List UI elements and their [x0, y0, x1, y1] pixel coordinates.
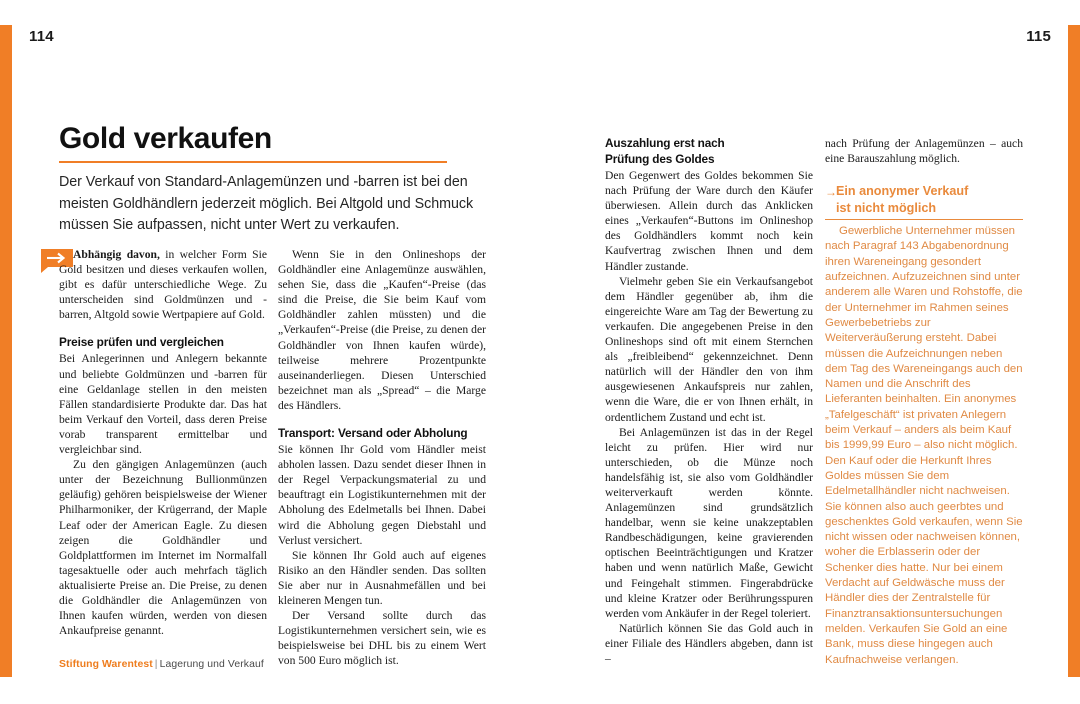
highlight-heading-text-2: ist nicht möglich: [836, 200, 937, 215]
title-block: [59, 122, 509, 237]
footer-running-head: [59, 659, 264, 670]
text-column-4: [825, 136, 1023, 668]
highlight-box-heading-line2: [825, 200, 1023, 217]
paragraph: Wenn Sie in den Onlineshops der Goldhändler eine Anlagemünze auswählen, sehen Sie, dass die „Kaufen“-Preise (das sind die Preise, die Sie beim Kauf vom Goldhändler zahlen müssten) und die „Verkaufen“-Preise (die Preise, zu denen der Goldhändler von Ihnen kaufen würde), teilweise mehrere Prozentpunkte auseinanderliegen. Diesen Unterschied bezeichnet man als „Spread“ – die Marge des Händlers.: [278, 248, 486, 412]
paragraph: nach Prüfung der Anlagemünzen – auch eine Barauszahlung möglich.: [825, 137, 1023, 166]
paragraph: Der Versand sollte durch das Logistikunternehmen versichert sein, wie es beispielsweise bei DHL bis zu einem Wert von 500 Euro möglich ist.: [278, 609, 486, 668]
arrow-right-icon: →: [825, 185, 837, 200]
paragraph: Sie können Ihr Gold auch auf eigenes Risiko an den Händler senden. Das sollten Sie aber nur in Ausnahmefällen und bei kleineren Mengen tun.: [278, 548, 486, 607]
paragraph: Vielmehr geben Sie ein Verkaufsangebot dem Händler gegenüber ab, ihm die eingereichte Ware am Tag der Bewertung zu verkaufen. Die angegebenen Preise in den Onlineshops sind oft mit einem Sternchen als „freibleibend“ gekennzeichnet. Denn natürlich will der Händler den von ihm ausgewiesenen Ankaufspreis nur zahlen, wenn die Ware, die er von Ihnen erhält, in ordentlichem Zustand und echt ist.: [605, 274, 813, 424]
paragraph: [59, 247, 267, 322]
page-number-right: 115: [1026, 28, 1051, 45]
highlight-heading-text-1: Ein anonymer Verkauf: [836, 184, 969, 199]
standfirst-text: Der Verkauf von Standard-Anlagemünzen und -barren ist bei den meisten Goldhändlern jederzeit möglich. Bei Altgold und Schmuck müssen Sie aufpassen, nicht unter Wert zu verkaufen.: [59, 174, 474, 233]
text-column-3: [605, 136, 813, 666]
text-column-2: [278, 247, 486, 668]
paragraph: Sie können Ihr Gold vom Händler meist abholen lassen. Dazu sendet dieser Ihnen in der Regel Verpackungsmaterial zu und beauftragt ein Logistikunternehmen mit der Abholung des Edelmetalls bei Ihnen. Dabei wird die Abholung gegen Diebstahl und Verlust versichert.: [278, 443, 486, 547]
left-edge-accent-bar: [0, 25, 12, 677]
subheading-auszahlung-line2: Prüfung des Goldes: [605, 152, 715, 166]
paragraph: Den Gegenwert des Goldes bekommen Sie nach Prüfung der Ware durch den Käufer überwiesen. Allein durch das Anklicken eines „Verkaufen“-Buttons im Onlineshop des Goldhändlers kommt noch kein Kaufvertrag zwischen Ihnen und dem Händler zustande.: [605, 169, 813, 273]
highlight-box-heading-line1: [825, 183, 1023, 200]
page-number-left: 114: [29, 28, 54, 45]
paragraph-text: in welcher Form Sie Gold besitzen und dieses verkaufen wollen, gibt es dafür unterschiedliche Wege. Zu unterscheiden sind Goldmünzen und -barren, Altgold sowie Wertpapiere auf Gold.: [59, 248, 267, 322]
footer-brand: Stiftung Warentest: [59, 659, 153, 670]
text-column-1: [59, 247, 267, 638]
title-underline-rule: [59, 161, 447, 163]
footer-separator: |: [154, 659, 158, 670]
paragraph: Natürlich können Sie das Gold auch in einer Filiale des Händlers abgeben, dann ist –: [605, 621, 813, 665]
paragraph: Bei Anlagemünzen ist das in der Regel leicht zu prüfen. Hier wird nur unterschieden, ob die Münze noch handelsfähig ist, sie also vom Goldhändler weiterverkauft werden könnte. Anlagemünzen sind grundsätzlich handelbar, wenn sie keine unakzeptablen Randbeschädigungen, keine gravierenden optischen Beeinträchtigungen und Kratzer haben und wenn natürlich Maße, Gewicht und Feingehalt stimmen. Fingerabdrücke und kleine Kratzer oder Berührungsspuren werden vom Ankäufer in der Regel toleriert.: [605, 425, 813, 620]
subheading-preise-pruefen: Preise prüfen und vergleichen: [59, 335, 224, 350]
subheading-auszahlung-line1: Auszahlung erst nach: [605, 136, 725, 150]
lead-in-phrase: Abhängig davon,: [73, 248, 160, 261]
page-title: Gold verkaufen: [59, 122, 272, 155]
footer-section: Lagerung und Verkauf: [159, 659, 264, 670]
highlight-box-rule: [825, 219, 1023, 220]
paragraph: Zu den gängigen Anlagemünzen (auch unter der Bezeichnung Bullionmünzen geläufig) gehören beispielsweise der Wiener Philharmoniker, der Krügerrand, der Maple Leaf oder der American Eagle. Zu diesen zeigen die Goldhändler und Goldplattformen im Internet im Normalfall tagesaktuelle oder auch mehrfach täglich aktualisierte Preise an. Die Preise, zu denen die Goldhändler die Anlagemünzen von Ihnen kaufen würden, werden von diesen Ankaufpreise genannt.: [59, 458, 267, 638]
right-edge-accent-bar: [1068, 25, 1080, 677]
paragraph: Bei Anlegerinnen und Anlegern bekannte und beliebte Goldmünzen und -barren für eine Geldanlage stellen in den meisten Fällen standardisierte Produkte dar. Das hat beim Verkauf den Vorteil, dass deren Preise vorab transparent ermittelbar und vergleichbar sind.: [59, 352, 267, 457]
highlight-box-body: Gewerbliche Unternehmer müssen nach Paragraf 143 Abgabenordnung ihren Wareneingang gesondert aufzeichnen. Aufzuzeichnen sind unter anderem alle Waren und Rohstoffe, die der Unternehmer im Rahmen seines Gewerbebetriebs zur Weiterveräußerung ersteht. Dabei müssen die Aufzeichnungen neben dem Tag des Wareneingangs auch den Namen und die Anschrift des Lieferanten beinhalten. Ein anonymes „Tafelgeschäft“ ist privaten Anlegern beim Verkauf – anders als beim Kauf bis 1999,99 Euro – also nicht möglich. Den Kauf oder die Herkunft Ihres Goldes müssen Sie dem Edelmetallhändler nicht nachweisen. Sie können also auch geerbtes und geschenktes Gold verkaufen, wenn Sie nicht wissen oder nachweisen können, woher die Erblasserin oder der Schenker dies hatte. Nur bei einem Verdacht auf Geldwäsche muss der Händler dies der Zentralstelle für Finanztransaktionsuntersuchungen melden. Verkaufen Sie Gold an eine Bank, muss diese hingegen auch Kaufnachweise verlangen.: [825, 225, 1023, 666]
highlight-box-anonymer-verkauf: [825, 183, 1023, 668]
subheading-transport: Transport: Versand oder Abholung: [278, 426, 468, 441]
